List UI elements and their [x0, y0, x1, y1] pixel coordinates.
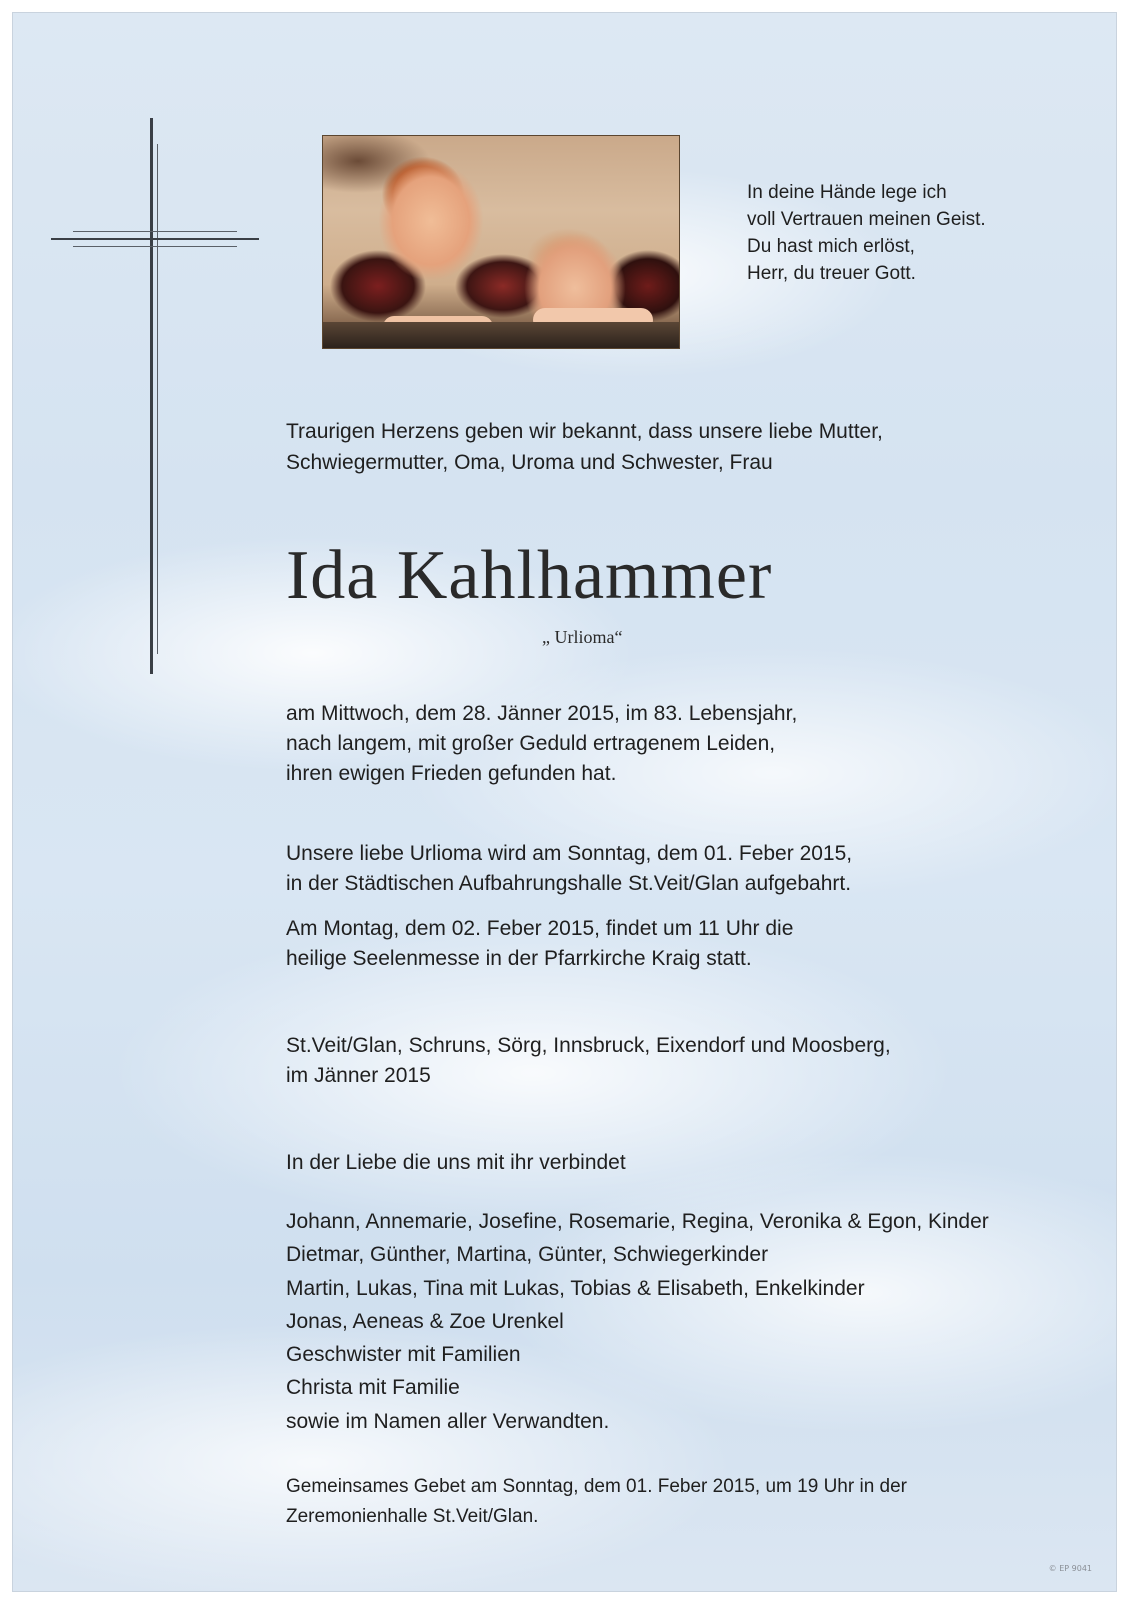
verse-line: Herr, du treuer Gott.	[747, 263, 916, 284]
intro-text	[286, 416, 883, 478]
mourners-list	[286, 1205, 989, 1438]
mourner-line: sowie im Namen aller Verwandten.	[286, 1409, 610, 1433]
mourner-line: Jonas, Aeneas & Zoe Urenkel	[286, 1309, 564, 1333]
viewing-info	[286, 839, 852, 899]
deceased-name: Ida Kahlhammer	[286, 537, 773, 614]
death-notice-line: am Mittwoch, dem 28. Jänner 2015, im 83. Lebensjahr,	[286, 702, 798, 725]
mass-info	[286, 914, 793, 974]
angels-image	[322, 135, 680, 349]
verse-line: voll Vertrauen meinen Geist.	[747, 209, 986, 230]
intro-line: Schwiegermutter, Oma, Uroma und Schwester, Frau	[286, 451, 773, 474]
place-line: St.Veit/Glan, Schruns, Sörg, Innsbruck, Eixendorf und Moosberg,	[286, 1034, 891, 1057]
viewing-line: in der Städtischen Aufbahrungshalle St.Veit/Glan aufgebahrt.	[286, 872, 852, 895]
verse-line: In deine Hände lege ich	[747, 182, 947, 203]
verse	[747, 179, 986, 287]
cross-icon	[51, 118, 259, 678]
death-notice-line: ihren ewigen Frieden gefunden hat.	[286, 762, 617, 785]
prayer-info	[286, 1472, 907, 1532]
death-notice-line: nach langem, mit großer Geduld ertragenem Leiden,	[286, 732, 776, 755]
prayer-line: Zeremonienhalle St.Veit/Glan.	[286, 1506, 539, 1527]
mourner-line: Geschwister mit Familien	[286, 1343, 521, 1367]
mourner-line: Martin, Lukas, Tina mit Lukas, Tobias & Elisabeth, Enkelkinder	[286, 1276, 865, 1300]
mass-line: Am Montag, dem 02. Feber 2015, findet um 11 Uhr die	[286, 917, 794, 940]
date-line: im Jänner 2015	[286, 1064, 431, 1087]
bond-line: In der Liebe die uns mit ihr verbindet	[286, 1151, 626, 1174]
mourner-line: Christa mit Familie	[286, 1376, 460, 1400]
nickname: „ Urlioma“	[542, 627, 623, 647]
intro-line: Traurigen Herzens geben wir bekannt, dass unsere liebe Mutter,	[286, 420, 883, 443]
mass-line: heilige Seelenmesse in der Pfarrkirche Kraig statt.	[286, 947, 752, 970]
death-notice	[286, 699, 797, 789]
mourner-line: Dietmar, Günther, Martina, Günter, Schwiegerkinder	[286, 1243, 769, 1267]
prayer-line: Gemeinsames Gebet am Sonntag, dem 01. Feber 2015, um 19 Uhr in der	[286, 1476, 907, 1497]
place-date	[286, 1031, 891, 1091]
verse-line: Du hast mich erlöst,	[747, 236, 915, 257]
print-code: © EP 9041	[1048, 1564, 1092, 1573]
viewing-line: Unsere liebe Urlioma wird am Sonntag, dem 01. Feber 2015,	[286, 842, 853, 865]
obituary-card	[12, 12, 1117, 1592]
mourner-line: Johann, Annemarie, Josefine, Rosemarie, Regina, Veronika & Egon, Kinder	[286, 1210, 989, 1233]
